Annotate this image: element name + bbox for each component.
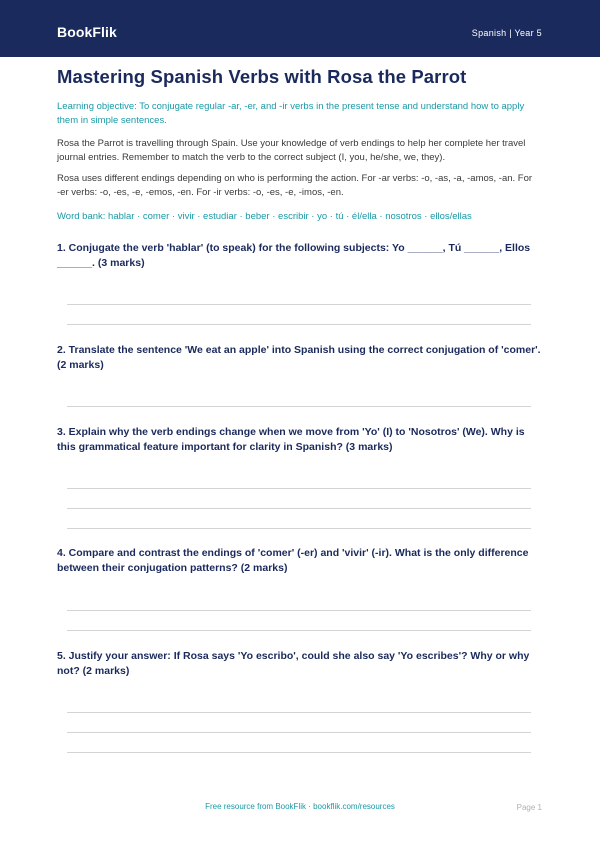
question-1: 1. Conjugate the verb 'hablar' (to speak) for the following subjects: Yo ______, Tú ______, Ellos ______. (3 marks) <box>57 242 531 269</box>
answer-line[interactable] <box>67 508 531 509</box>
answer-line[interactable] <box>67 630 531 631</box>
page-number: Page 1 <box>516 803 542 812</box>
word-bank: Word bank: hablar · comer · vivir · estudiar · beber · escribir · yo · tú · él/ella · nosotros · ellos/ellas <box>57 211 472 222</box>
intro-paragraph: Rosa the Parrot is travelling through Spain. Use your knowledge of verb endings to help her complete her travel journal entries. Remember to match the verb to the correct subject (I, you, he/she, we, they). <box>57 138 526 163</box>
answer-line[interactable] <box>67 324 531 325</box>
brand-logo-text: BookFlik <box>57 24 117 40</box>
answer-line[interactable] <box>67 528 531 529</box>
rules-paragraph: Rosa uses different endings depending on who is performing the action. For -ar verbs: -o, -as, -a, -amos, -an. For -er verbs: -o, -es, -e, -emos, -en. For -ir verbs: -o, -es, -e, -imos, -en. <box>57 173 533 198</box>
question-4: 4. Compare and contrast the endings of 'comer' (-er) and 'vivir' (-ir). What is the only difference between their conjugation patterns? (2 marks) <box>57 547 529 574</box>
answer-line[interactable] <box>67 488 531 489</box>
question-2: 2. Translate the sentence 'We eat an apple' into Spanish using the correct conjugation of 'comer'. (2 marks) <box>57 344 541 371</box>
answer-line[interactable] <box>67 732 531 733</box>
learning-objective: Learning objective: To conjugate regular -ar, -er, and -ir verbs in the present tense and understand how to apply them in simple sentences. <box>57 101 525 126</box>
footer-credit[interactable]: Free resource from BookFlik · bookflik.com/resources <box>205 802 395 811</box>
answer-line[interactable] <box>67 610 531 611</box>
subject-year-label: Spanish | Year 5 <box>471 28 542 38</box>
question-3: 3. Explain why the verb endings change when we move from 'Yo' (I) to 'Nosotros' (We). Why is this grammatical feature important for clarity in Spanish? (3 marks) <box>57 426 525 453</box>
answer-line[interactable] <box>67 752 531 753</box>
question-5: 5. Justify your answer: If Rosa says 'Yo escribo', could she also say 'Yo escribes'? Why or why not? (2 marks) <box>57 650 530 677</box>
header-bar <box>0 0 600 57</box>
answer-line[interactable] <box>67 304 531 305</box>
answer-line[interactable] <box>67 406 531 407</box>
page-title: Mastering Spanish Verbs with Rosa the Parrot <box>57 66 467 87</box>
answer-line[interactable] <box>67 712 531 713</box>
